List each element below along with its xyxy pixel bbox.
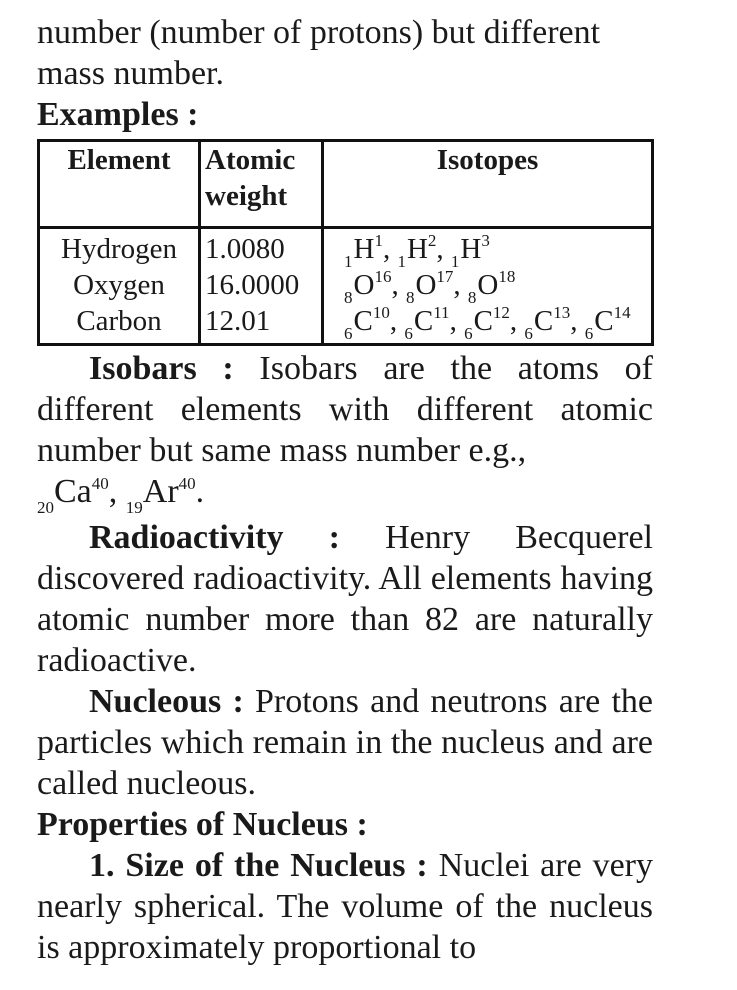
- size-text: Nuclei are very nearly spherical. The volume of the nucleus is approximately proportional to: [37, 847, 654, 966]
- atomic-number: 6: [524, 324, 533, 343]
- nucleous-term: Nucleous :: [89, 683, 244, 720]
- isotopes-table: [37, 139, 654, 346]
- mass-number: 3: [481, 231, 490, 250]
- isotope-list: $_1H^1$, $_1H^2$, $_1H^3$: [344, 231, 490, 271]
- element-symbol: H: [460, 233, 482, 265]
- atomic-number: 6: [344, 324, 353, 343]
- nuclide-symbol: [524, 303, 570, 343]
- header-atomic-weight: Atomic weight: [200, 141, 323, 228]
- element-symbol: C: [473, 305, 493, 337]
- atomic-number: 1: [450, 252, 460, 271]
- header-element: Element: [39, 141, 200, 228]
- nuclide-symbol: [468, 267, 515, 307]
- element-symbol: O: [415, 269, 437, 301]
- isobar-example-list: $_{20}Ca^{40}$, $_{19}Ar^{40}$.: [37, 473, 205, 517]
- element-symbol: C: [353, 305, 373, 337]
- table-body-row: [39, 228, 653, 345]
- document-page: [37, 12, 653, 968]
- isobars-text: Isobars are the atoms of different elements with different atomic number but same mass number e.g.,: [37, 350, 653, 469]
- mass-number: 10: [372, 303, 390, 322]
- radioactivity-paragraph: [37, 517, 653, 681]
- mass-number: 13: [553, 303, 571, 322]
- isobars-term: Isobars :: [89, 350, 234, 387]
- atomic-number: 20: [37, 498, 54, 517]
- isotope-list: $_6C^{10}$, $_6C^{11}$, $_6C^{12}$, $_6C^{13}$, $_6C^{14}$: [344, 303, 631, 343]
- element-symbol: H: [406, 233, 428, 265]
- nuclide-symbol: [406, 267, 453, 307]
- atomic-number: 6: [404, 324, 413, 343]
- header-isotopes: Isotopes: [323, 141, 653, 228]
- atomic-number: 6: [584, 324, 594, 343]
- nucleous-paragraph: [37, 681, 653, 804]
- intro-line-2: mass number.: [37, 55, 224, 92]
- isotopes-column: [323, 228, 653, 345]
- isotope-list: $_8O^{16}$, $_8O^{17}$, $_8O^{18}$: [344, 267, 516, 307]
- atomic-number: 1: [344, 252, 353, 271]
- nuclide-symbol: [451, 231, 490, 271]
- radioactivity-text: Henry Becquerel discovered radioactivity. All elements having atomic number more than 82 are naturally radioactive.: [37, 519, 654, 679]
- atomic-number: 6: [464, 324, 473, 343]
- element-name: Hydrogen: [61, 233, 177, 265]
- element-symbol: H: [353, 233, 375, 265]
- element-name: Oxygen: [73, 269, 165, 301]
- properties-heading: Properties of Nucleus :: [37, 806, 368, 843]
- mass-number: 40: [178, 474, 196, 493]
- nuclide-symbol: [585, 303, 631, 343]
- element-symbol: C: [533, 305, 554, 337]
- examples-heading: Examples :: [37, 96, 199, 133]
- nuclide-symbol: [464, 303, 510, 343]
- mass-number: 1: [374, 231, 383, 250]
- nucleous-text: Protons and neutrons are the particles which remain in the nucleus and are called nucleous.: [37, 683, 653, 802]
- size-paragraph: [37, 845, 653, 968]
- atomic-number: 8: [405, 288, 415, 307]
- element-symbol: O: [353, 269, 375, 301]
- nuclide-symbol: [404, 303, 449, 343]
- nuclide-symbol: [344, 267, 391, 307]
- atomic-weight: 12.01: [205, 305, 271, 337]
- weight-column: [200, 228, 323, 345]
- element-symbol: Ar: [142, 473, 179, 510]
- mass-number: 2: [427, 231, 437, 250]
- atomic-number: 1: [397, 252, 406, 271]
- atomic-number: 8: [467, 288, 477, 307]
- atomic-weight: 16.0000: [205, 269, 300, 301]
- nuclide-symbol: [344, 303, 390, 343]
- intro-paragraph: [37, 12, 653, 94]
- mass-number: 11: [433, 303, 450, 322]
- atomic-number: 19: [125, 498, 143, 517]
- mass-number: 40: [91, 474, 109, 493]
- radioactivity-term: Radioactivity :: [89, 519, 340, 556]
- element-symbol: O: [477, 269, 499, 301]
- isobars-paragraph: [37, 348, 653, 517]
- nuclide-symbol: [344, 231, 383, 271]
- mass-number: 16: [374, 267, 392, 286]
- atomic-number: 8: [344, 288, 353, 307]
- table-header-row: [39, 141, 653, 228]
- element-symbol: Ca: [54, 473, 92, 510]
- nuclide-symbol: [397, 231, 436, 271]
- nuclide-symbol: [37, 473, 109, 517]
- size-term: 1. Size of the Nucleus :: [89, 847, 428, 884]
- mass-number: 18: [498, 267, 516, 286]
- element-symbol: C: [594, 305, 614, 337]
- mass-number: 12: [492, 303, 510, 322]
- element-column: [39, 228, 200, 345]
- mass-number: 17: [436, 267, 454, 286]
- element-symbol: C: [413, 305, 434, 337]
- atomic-weight: 1.0080: [205, 233, 285, 265]
- mass-number: 14: [613, 303, 631, 322]
- nuclide-symbol: [125, 473, 196, 517]
- intro-line-1: number (number of protons) but different: [37, 14, 601, 51]
- element-name: Carbon: [76, 305, 162, 337]
